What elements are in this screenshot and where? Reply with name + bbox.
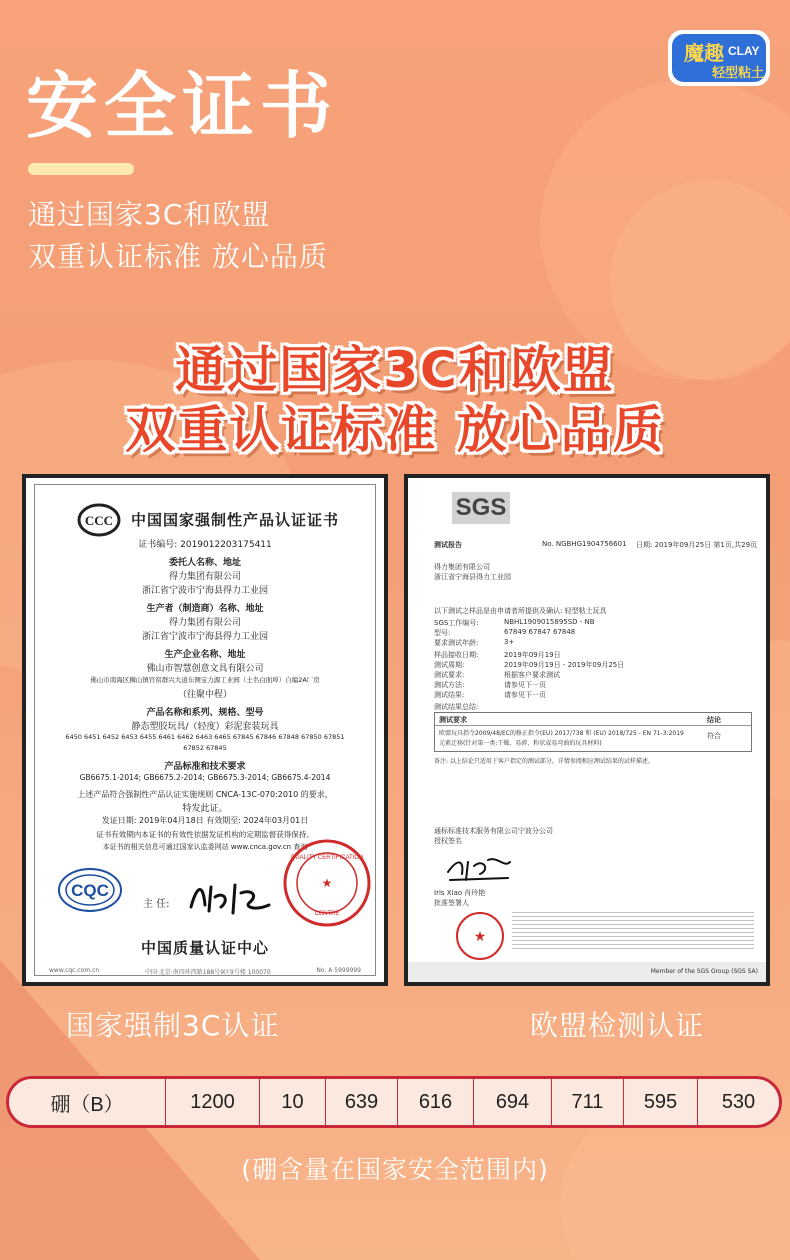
boron-table — [6, 1076, 782, 1128]
row-key: 测试结果: — [434, 691, 465, 699]
brand-name-en: CLAY — [728, 44, 760, 58]
maker-label: 生产者（制造商）名称、地址 — [146, 604, 264, 614]
headline-line-1: 通过国家3C和欧盟 — [175, 341, 615, 399]
caption-ccc: 国家强制3C认证 — [66, 1009, 280, 1042]
headline-line-2: 双重认证标准 放心品质 — [125, 401, 665, 459]
title-underline — [28, 163, 134, 175]
svg-text:CQC: CQC — [71, 881, 109, 900]
brand-logo — [664, 22, 774, 90]
row-key: 测试方法: — [434, 681, 465, 689]
standards-list: GB6675.1-2014; GB6675.2-2014; GB6675.3-2014; GB6675.4-2014 — [79, 773, 331, 782]
lab-sign-label: 授权签名 — [434, 837, 462, 845]
cert-sgs-report — [404, 474, 770, 986]
boron-value: 10 — [259, 1079, 325, 1125]
footer-address: 中国·北京·南四环西路188号9区9号楼 100070 — [144, 969, 271, 976]
sgs-logo: SGS — [452, 492, 510, 524]
sgs-seal-stamp — [454, 910, 506, 962]
results-table — [434, 712, 752, 752]
row-key: 测试周期: — [434, 661, 465, 669]
signature-image — [444, 850, 514, 884]
hero-subtitle-2: 双重认证标准 放心品质 — [28, 240, 328, 273]
product-models-2: 67852 67845 — [183, 744, 227, 752]
svg-text:★: ★ — [321, 876, 333, 890]
rule-text: 上述产品符合强制性产品认证实施规则 CNCA-13C-070:2010 的要求， — [77, 790, 333, 799]
results-row: 欧盟玩具指令2009/48/EC的修正指令(EU) 2017/738 和 (EU) 2018/725 - EN 71-3:2019 — [439, 730, 684, 737]
boron-value: 1200 — [165, 1079, 259, 1125]
results-pass: 符合 — [707, 732, 721, 740]
row-value: 请参见下一页 — [504, 691, 546, 699]
row-key: SGS工作编号: — [434, 619, 479, 627]
client-address: 浙江省宁波市宁海县得力工业园 — [141, 586, 268, 596]
query-note: 本证书的相关信息可通过国家认监委网站 www.cnca.gov.cn 查询 — [102, 843, 308, 851]
boron-value: 694 — [473, 1079, 551, 1125]
row-key: 测试要求: — [434, 671, 465, 679]
boron-value: 711 — [551, 1079, 623, 1125]
ccc-mark-icon — [77, 503, 121, 537]
signature-image — [185, 877, 275, 917]
cert-dates: 发证日期: 2019年04月18日 有效期至: 2024年03月01日 — [101, 816, 309, 825]
hero-subtitle-1: 通过国家3C和欧盟 — [28, 198, 271, 231]
svg-text:CCC: CCC — [84, 513, 114, 528]
divider — [435, 725, 751, 726]
client-name: 得力集团有限公司 — [168, 572, 241, 582]
boron-value: 530 — [697, 1079, 779, 1125]
company-name: 得力集团有限公司 — [434, 563, 490, 571]
svg-text:★: ★ — [473, 929, 487, 945]
row-value: 3+ — [504, 638, 515, 646]
boron-value: 595 — [623, 1079, 697, 1125]
cqc-logo-icon — [57, 867, 123, 913]
factory-address-2: （往聚中程） — [177, 690, 232, 700]
rule-text-2: 特发此证。 — [182, 804, 228, 814]
row-value: 2019年09月19日 - 2019年09月25日 — [504, 661, 625, 669]
report-number: No. NGBHG1904756601 — [542, 540, 627, 548]
boron-value: 616 — [397, 1079, 473, 1125]
maker-name: 得力集团有限公司 — [168, 618, 241, 628]
standard-label: 产品标准和技术要求 — [164, 762, 246, 772]
factory-name: 佛山市智慧创意文具有限公司 — [146, 664, 264, 674]
factory-address: 佛山市南海区狮山镇官窑群兴大道东侧宝力源工业园（土名白面埠）自编2A厂房 — [90, 676, 320, 684]
issuer-name: 中国质量认证中心 — [140, 939, 269, 957]
factory-label: 生产企业名称、地址 — [164, 650, 246, 660]
remark: 备注: 以上结论只适用于客户指定的测试部分，详情参阅相应测试结果的试样描述。 — [434, 758, 654, 765]
cert-number: 证书编号: 2019012203175411 — [138, 540, 272, 550]
sample-intro: 以下测试之样品是由申请者所提供及确认: 轻型粘土玩具 — [434, 607, 607, 615]
row-key: 要求测试年龄: — [434, 639, 479, 647]
row-value: 请参见下一页 — [504, 681, 546, 689]
official-seal-stamp — [281, 837, 373, 929]
results-head-conclusion: 结论 — [707, 716, 721, 724]
summary-label: 测试结果总结: — [434, 703, 479, 711]
cert-title: 中国国家强制性产品认证证书 — [131, 511, 340, 529]
boron-note: (硼含量在国家安全范围内) — [241, 1155, 549, 1184]
boron-label: 硼（B） — [50, 1093, 124, 1116]
brand-tagline: 轻型粘土 — [712, 66, 765, 81]
client-label: 委托人名称、地址 — [168, 558, 241, 568]
row-value: NBHL1909015895SD - NB — [504, 618, 595, 626]
row-value: 67849 67847 67848 — [504, 628, 576, 636]
report-title: 测试报告 — [434, 541, 462, 549]
svg-text:CENTRE: CENTRE — [314, 911, 340, 917]
results-head-req: 测试要求 — [439, 716, 467, 724]
report-date: 日期: 2019年09月25日 第1页,共29页 — [636, 541, 758, 549]
page-title: 安全证书 — [26, 64, 339, 148]
product-models: 6450 6451 6452 6453 6455 6461 6462 6463 6465 67845 67846 67848 67850 67851 — [65, 733, 345, 741]
row-value: 2019年09月19日 — [504, 651, 561, 659]
svg-text:QUALITY CERTIFICATION: QUALITY CERTIFICATION — [290, 855, 364, 861]
row-key: 样品接收日期: — [434, 651, 479, 659]
brand-name-cn: 魔趣 — [684, 41, 724, 65]
signer-name: Iris Xiao 肖玲艳 — [434, 889, 486, 897]
sign-label: 主 任: — [143, 899, 170, 910]
cert-china-ccc — [22, 474, 388, 986]
results-row-2: 元素迁移(针对第一类:干燥、易碎、粉状或易弯曲的玩具材料) — [439, 740, 602, 747]
cert-footer — [49, 967, 361, 976]
caption-eu: 欧盟检测认证 — [530, 1009, 705, 1042]
cert-frame — [34, 484, 376, 976]
footer-serial: No. A 5999999 — [316, 967, 361, 974]
sgs-member: Member of the SGS Group (SGS SA) — [650, 968, 758, 975]
product-name: 静态塑胶玩具/（轻度）彩泥套装玩具 — [131, 722, 279, 732]
row-value: 根据客户要求测试 — [504, 671, 560, 679]
fine-print — [512, 912, 754, 952]
row-key: 型号: — [434, 629, 451, 637]
signer-role: 批准签署人 — [434, 899, 469, 907]
company-address: 浙江省宁海县得力工业园 — [434, 573, 511, 581]
validity-note: 证书有效期内本证书的有效性依据发证机构的定期监督获得保持。 — [96, 830, 314, 839]
lab-name: 通标标准技术服务有限公司宁波分公司 — [434, 827, 553, 835]
product-label: 产品名称和系列、规格、型号 — [146, 708, 264, 718]
maker-address: 浙江省宁波市宁海县得力工业园 — [141, 632, 268, 642]
footer-website: www.cqc.com.cn — [49, 967, 100, 974]
boron-value: 639 — [325, 1079, 397, 1125]
sgs-footer-band — [408, 962, 766, 982]
